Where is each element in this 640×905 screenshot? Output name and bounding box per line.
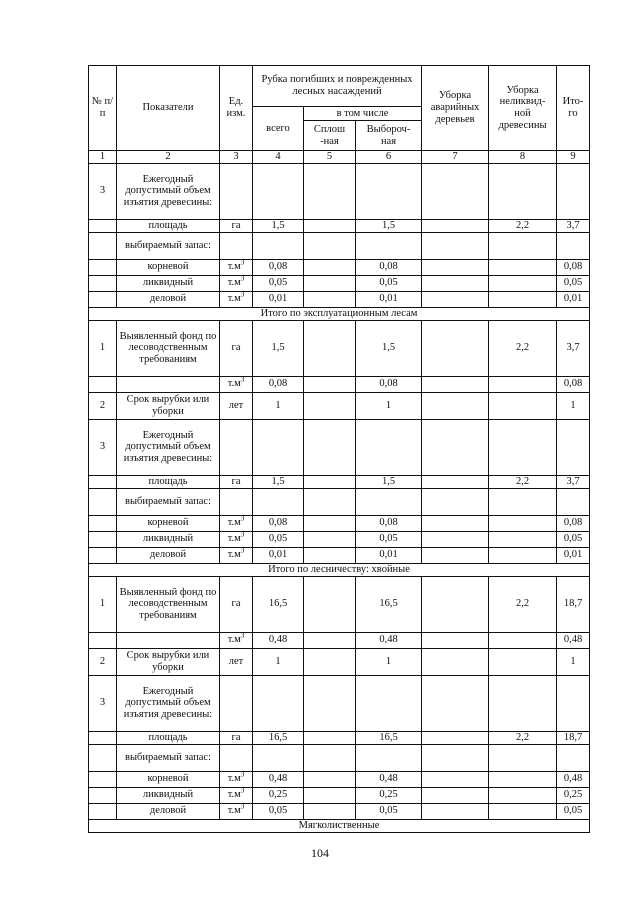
cell-all: 1,5: [253, 320, 304, 376]
row-unit: $т.м^3$: [220, 515, 253, 531]
row-unit: $т.м^3$: [220, 259, 253, 275]
table-row: [89, 632, 590, 648]
table-row: [89, 291, 590, 307]
cell-total: 0,08: [557, 515, 590, 531]
cell-selective: 1: [356, 648, 422, 675]
table-row: [89, 475, 590, 488]
header-illiquid: Уборка неликвид- ной древесины: [489, 66, 557, 151]
cell-selective: 0,08: [356, 376, 422, 392]
table-row: [89, 731, 590, 744]
row-num: 1: [89, 320, 117, 376]
cell-selective: 0,01: [356, 547, 422, 563]
cell-total: 1: [557, 392, 590, 419]
cell-selective: 0,05: [356, 803, 422, 819]
cell-total: 0,08: [557, 259, 590, 275]
cell-illiquid: 2,2: [489, 576, 557, 632]
column-number-row: [89, 151, 590, 164]
cell-all: 1,5: [253, 475, 304, 488]
row-unit: га: [220, 219, 253, 232]
header-clear: Сплош -ная: [304, 121, 356, 151]
table-row: [89, 320, 590, 376]
cell-all: 16,5: [253, 731, 304, 744]
colnum: 5: [304, 151, 356, 164]
row-label: Ежегодный допустимый объем изъятия древесины:: [117, 419, 220, 475]
section-title: Итого по эксплуатационным лесам: [89, 307, 590, 320]
cell-illiquid: 2,2: [489, 475, 557, 488]
cell-all: 1: [253, 392, 304, 419]
table-row: [89, 744, 590, 771]
colnum: 3: [220, 151, 253, 164]
cell-illiquid: 2,2: [489, 320, 557, 376]
row-unit: $т.м^3$: [220, 787, 253, 803]
cell-total: 0,01: [557, 547, 590, 563]
table-row: [89, 219, 590, 232]
cell-total: 0,48: [557, 632, 590, 648]
table-row: [89, 531, 590, 547]
row-label: площадь: [117, 219, 220, 232]
row-num: 3: [89, 419, 117, 475]
section-row: [89, 563, 590, 576]
colnum: 1: [89, 151, 117, 164]
cell-all: 0,08: [253, 376, 304, 392]
row-label: Срок вырубки или уборки: [117, 392, 220, 419]
row-label: корневой: [117, 259, 220, 275]
row-label: ликвидный: [117, 531, 220, 547]
table-row: [89, 547, 590, 563]
section-row: [89, 819, 590, 832]
table-row: [89, 275, 590, 291]
cell-all: 0,05: [253, 531, 304, 547]
header-selective: Выбороч- ная: [356, 121, 422, 151]
page-number: 104: [311, 846, 329, 860]
row-num: 3: [89, 163, 117, 219]
section-title: Итого по лесничеству: хвойные: [89, 563, 590, 576]
row-label: корневой: [117, 771, 220, 787]
table-row: [89, 648, 590, 675]
cell-selective: 0,48: [356, 771, 422, 787]
cell-all: 0,48: [253, 771, 304, 787]
cell-total: 0,05: [557, 803, 590, 819]
header-row-1: [89, 66, 590, 107]
cell-selective: 1: [356, 392, 422, 419]
cell-total: 3,7: [557, 320, 590, 376]
table-row: [89, 163, 590, 219]
cell-illiquid: 2,2: [489, 731, 557, 744]
row-label: корневой: [117, 515, 220, 531]
cell-total: 3,7: [557, 475, 590, 488]
row-label: ликвидный: [117, 275, 220, 291]
cell-all: 0,01: [253, 291, 304, 307]
header-emergency: Уборка аварийных деревьев: [422, 66, 489, 151]
colnum: 9: [557, 151, 590, 164]
cell-all: 0,48: [253, 632, 304, 648]
row-label: выбираемый запас:: [117, 744, 220, 771]
row-label: Выявленный фонд по лесоводственным требованиям: [117, 320, 220, 376]
row-unit: га: [220, 475, 253, 488]
cell-all: 0,08: [253, 259, 304, 275]
cell-total: 3,7: [557, 219, 590, 232]
cell-selective: 1,5: [356, 475, 422, 488]
cell-all: 0,01: [253, 547, 304, 563]
colnum: 6: [356, 151, 422, 164]
row-unit: $т.м^3$: [220, 803, 253, 819]
header-num: № п/п: [89, 66, 117, 151]
cell-total: 1: [557, 648, 590, 675]
row-unit: лет: [220, 648, 253, 675]
cell-all: 1: [253, 648, 304, 675]
cell-all: 0,05: [253, 275, 304, 291]
cell-selective: 1,5: [356, 320, 422, 376]
table-row: [89, 515, 590, 531]
row-label: деловой: [117, 547, 220, 563]
table-row: [89, 232, 590, 259]
table-row: [89, 259, 590, 275]
cell-selective: 0,05: [356, 275, 422, 291]
table-row: [89, 392, 590, 419]
row-unit: га: [220, 320, 253, 376]
row-label: Ежегодный допустимый объем изъятия древесины:: [117, 675, 220, 731]
table-row: [89, 803, 590, 819]
cell-total: 0,01: [557, 291, 590, 307]
header-unit: Ед. изм.: [220, 66, 253, 151]
row-label: выбираемый запас:: [117, 488, 220, 515]
row-label: площадь: [117, 475, 220, 488]
row-unit: $т.м^3$: [220, 632, 253, 648]
cell-all: 0,08: [253, 515, 304, 531]
row-label: ликвидный: [117, 787, 220, 803]
cell-total: 18,7: [557, 731, 590, 744]
row-unit: лет: [220, 392, 253, 419]
table-row: [89, 771, 590, 787]
cell-selective: 0,48: [356, 632, 422, 648]
colnum: 2: [117, 151, 220, 164]
colnum: 7: [422, 151, 489, 164]
row-label: деловой: [117, 803, 220, 819]
row-unit: $т.м^3$: [220, 376, 253, 392]
row-label: Выявленный фонд по лесоводственным требованиям: [117, 576, 220, 632]
cell-total: 18,7: [557, 576, 590, 632]
cell-total: 0,05: [557, 531, 590, 547]
cell-total: 0,25: [557, 787, 590, 803]
section-row: [89, 307, 590, 320]
cell-all: 0,05: [253, 803, 304, 819]
header-total: Ито- го: [557, 66, 590, 151]
cell-total: 0,05: [557, 275, 590, 291]
cell-selective: 1,5: [356, 219, 422, 232]
row-label: деловой: [117, 291, 220, 307]
table-row: [89, 675, 590, 731]
header-indicators: Показатели: [117, 66, 220, 151]
row-unit: га: [220, 731, 253, 744]
table-row: [89, 576, 590, 632]
header-logging-group: Рубка погибших и поврежденных лесных насаждений: [253, 66, 422, 107]
header-in-that: в том числе: [304, 107, 422, 121]
cell-selective: 0,05: [356, 531, 422, 547]
colnum: 8: [489, 151, 557, 164]
row-unit: $т.м^3$: [220, 531, 253, 547]
row-num: 2: [89, 648, 117, 675]
cell-total: 0,48: [557, 771, 590, 787]
cell-selective: 0,01: [356, 291, 422, 307]
row-unit: га: [220, 576, 253, 632]
row-label: Ежегодный допустимый объем изъятия древесины:: [117, 163, 220, 219]
table-row: [89, 787, 590, 803]
row-label: Срок вырубки или уборки: [117, 648, 220, 675]
table-row: [89, 488, 590, 515]
header-total-all: всего: [253, 107, 304, 151]
row-label: площадь: [117, 731, 220, 744]
cell-selective: 16,5: [356, 576, 422, 632]
cell-selective: 0,08: [356, 515, 422, 531]
row-label: выбираемый запас:: [117, 232, 220, 259]
section-title: Мягколиственные: [89, 819, 590, 832]
cell-selective: 16,5: [356, 731, 422, 744]
row-num: 2: [89, 392, 117, 419]
row-unit: $т.м^3$: [220, 291, 253, 307]
row-unit: $т.м^3$: [220, 547, 253, 563]
cell-all: 16,5: [253, 576, 304, 632]
row-num: 1: [89, 576, 117, 632]
colnum: 4: [253, 151, 304, 164]
cell-selective: 0,08: [356, 259, 422, 275]
cell-illiquid: 2,2: [489, 219, 557, 232]
forest-logging-table: [88, 65, 590, 833]
row-unit: $т.м^3$: [220, 275, 253, 291]
table-row: [89, 419, 590, 475]
table-row: [89, 376, 590, 392]
row-unit: $т.м^3$: [220, 771, 253, 787]
cell-total: 0,08: [557, 376, 590, 392]
cell-all: 1,5: [253, 219, 304, 232]
cell-all: 0,25: [253, 787, 304, 803]
cell-selective: 0,25: [356, 787, 422, 803]
row-num: 3: [89, 675, 117, 731]
